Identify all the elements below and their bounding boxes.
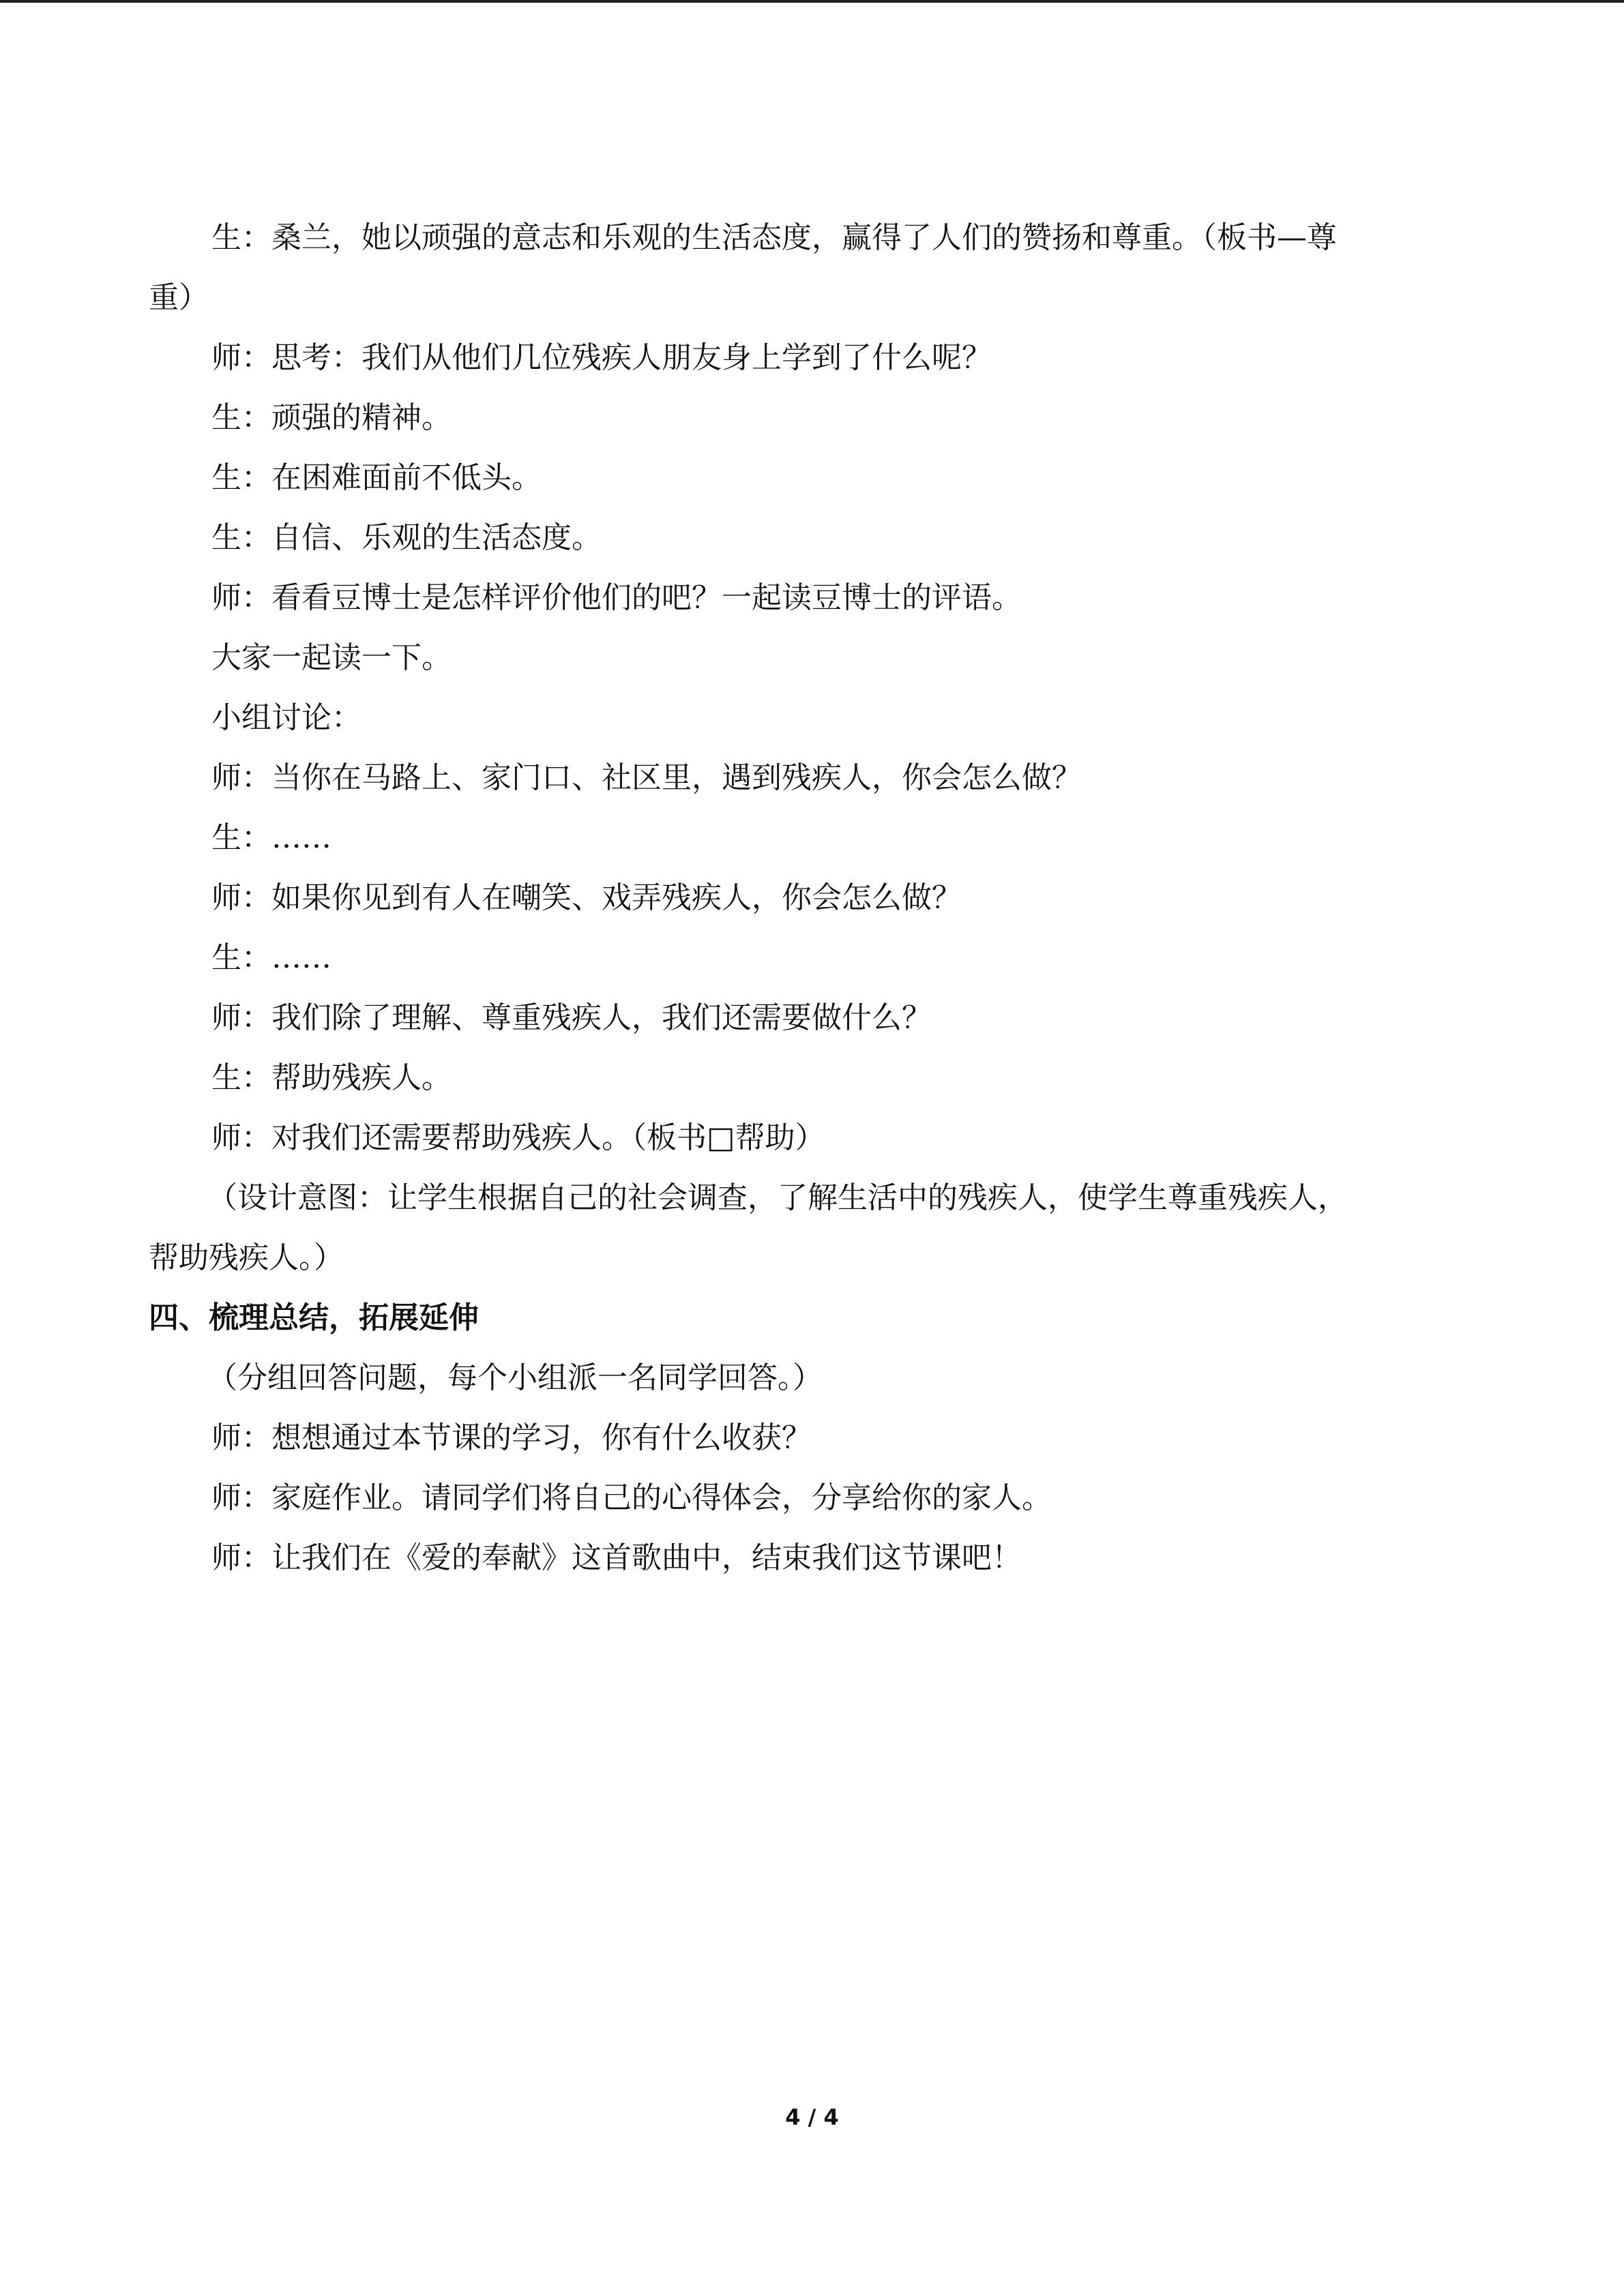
page-top-border — [0, 0, 1624, 3]
paragraph-design-intent-cont: 帮助残疾人。） — [149, 1240, 344, 1275]
document-body — [149, 208, 1445, 1588]
paragraph-student-difficulty: 生：在困难面前不低头。 — [211, 460, 542, 495]
paragraph-group-answer: （分组回答问题，每个小组派一名同学回答。） — [207, 1360, 823, 1395]
paragraph-teacher-think: 师：思考：我们从他们几位残疾人朋友身上学到了什么呢？ — [211, 340, 992, 375]
paragraph-teacher-song: 师：让我们在《爱的奉献》这首歌曲中，结束我们这节课吧！ — [211, 1540, 1022, 1575]
paragraph-teacher-gain: 师：想想通过本节课的学习，你有什么收获？ — [211, 1420, 812, 1455]
paragraph-teacher-dr-dou: 师：看看豆博士是怎样评价他们的吧？一起读豆博士的评语。 — [211, 580, 1022, 615]
paragraph-teacher-meet: 师：当你在马路上、家门口、社区里，遇到残疾人，你会怎么做？ — [211, 760, 1082, 795]
paragraph-teacher-homework: 师：家庭作业。请同学们将自己的心得体会，分享给你的家人。 — [211, 1480, 1052, 1515]
paragraph-group-discussion: 小组讨论： — [211, 700, 361, 735]
paragraph-design-intent: （设计意图：让学生根据自己的社会调查，了解生活中的残疾人，使学生尊重残疾人， — [207, 1180, 1348, 1215]
paragraph-student-ellipsis-1: 生：…… — [211, 820, 331, 855]
paragraph-read-together: 大家一起读一下。 — [211, 640, 452, 675]
paragraph-student-confidence: 生：自信、乐观的生活态度。 — [211, 520, 602, 555]
paragraph-teacher-mock: 师：如果你见到有人在嘲笑、戏弄残疾人，你会怎么做？ — [211, 880, 962, 915]
paragraph-student-help: 生：帮助残疾人。 — [211, 1060, 452, 1095]
paragraph-teacher-besides: 师：我们除了理解、尊重残疾人，我们还需要做什么？ — [211, 1000, 932, 1035]
paragraph-student-spirit: 生：顽强的精神。 — [211, 400, 452, 435]
paragraph-student-ellipsis-2: 生：…… — [211, 940, 331, 975]
page-number: 4 / 4 — [785, 2104, 839, 2130]
paragraph-student-sanglan-cont: 重） — [149, 280, 209, 315]
section-heading-four: 四、梳理总结，拓展延伸 — [149, 1300, 479, 1335]
paragraph-teacher-help: 师：对我们还需要帮助残疾人。（板书□帮助） — [211, 1120, 825, 1155]
paragraph-student-sanglan: 生：桑兰，她以顽强的意志和乐观的生活态度，赢得了人们的赞扬和尊重。（板书—尊 — [211, 220, 1337, 255]
